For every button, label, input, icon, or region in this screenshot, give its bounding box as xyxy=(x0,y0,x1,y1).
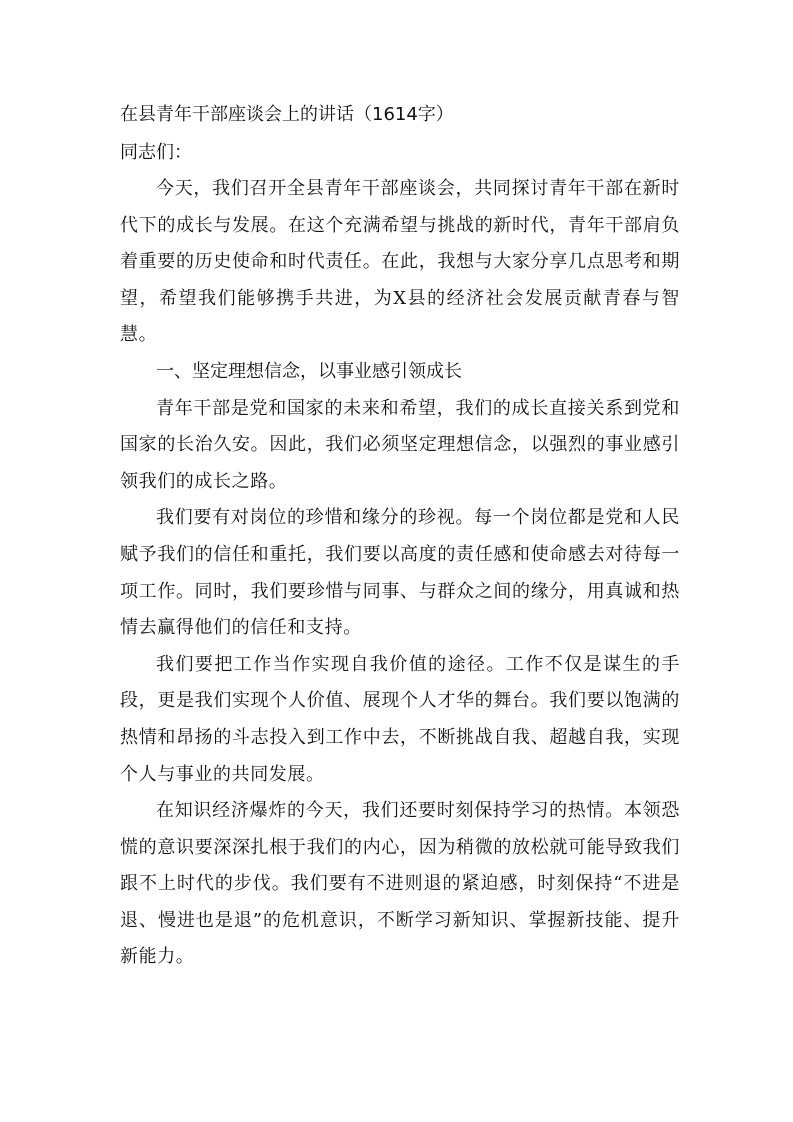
paragraph-section1-4: 在知识经济爆炸的今天，我们还要时刻保持学习的热情。本领恐慌的意识要深深扎根于我们的内心，因为稍微的放松就可能导致我们跟不上时代的步伐。我们要有不进则退的紧迫感，时刻保持“不进是退、慢进也是退”的危机意识，不断学习新知识、掌握新技能、提升新能力。 xyxy=(120,800,680,968)
paragraph-section1-1: 青年干部是党和国家的未来和希望，我们的成长直接关系到党和国家的长治久安。因此，我们必须坚定理想信念，以强烈的事业感引领我们的成长之路。 xyxy=(120,397,680,492)
section-heading-1: 一、坚定理想信念，以事业感引领成长 xyxy=(156,360,462,382)
paragraph-intro: 今天，我们召开全县青年干部座谈会，共同探讨青年干部在新时代下的成长与发展。在这个充满希望与挑战的新时代，青年干部肩负着重要的历史使命和时代责任。在此，我想与大家分享几点思考和期望，希望我们能够携手共进，为X县的经济社会发展贡献青春与智慧。 xyxy=(120,178,680,346)
paragraph-section1-3: 我们要把工作当作实现自我价值的途径。工作不仅是谋生的手段，更是我们实现个人价值、展现个人才华的舞台。我们要以饱满的热情和昂扬的斗志投入到工作中去，不断挑战自我、超越自我，实现个人与事业的共同发展。 xyxy=(120,653,680,785)
document-body xyxy=(120,103,680,976)
paragraph-section1-2: 我们要有对岗位的珍惜和缘分的珍视。每一个岗位都是党和人民赋予我们的信任和重托，我们要以高度的责任感和使命感去对待每一项工作。同时，我们要珍惜与同事、与群众之间的缘分，用真诚和热情去赢得他们的信任和支持。 xyxy=(120,507,680,639)
salutation: 同志们： xyxy=(120,142,192,163)
document-title: 在县青年干部座谈会上的讲话（1614字） xyxy=(120,104,454,125)
